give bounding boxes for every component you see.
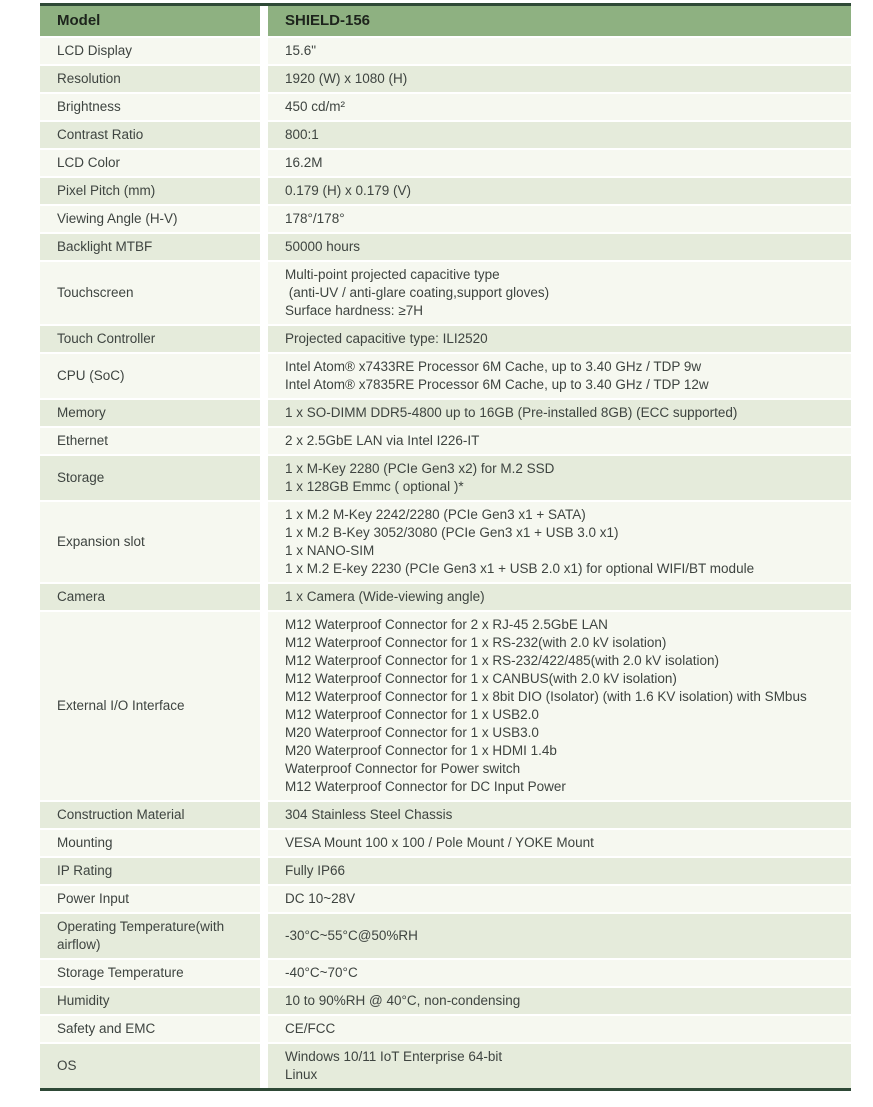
spec-value-line: 800:1 — [285, 127, 319, 142]
spec-value-line: M12 Waterproof Connector for 1 x RS-232/422/485(with 2.0 kV isolation) — [285, 653, 719, 668]
spec-value-cell — [268, 1044, 851, 1088]
spec-row — [40, 830, 851, 856]
spec-row — [40, 456, 851, 500]
spec-label-cell: Brightness — [40, 94, 260, 120]
spec-value-line: 304 Stainless Steel Chassis — [285, 807, 453, 822]
spec-value-line: Projected capacitive type: ILI2520 — [285, 331, 488, 346]
spec-row — [40, 178, 851, 204]
spec-row — [40, 400, 851, 426]
spec-value-line: 1 x M.2 M-Key 2242/2280 (PCIe Gen3 x1 + SATA) — [285, 507, 586, 522]
spec-value-cell — [268, 66, 851, 92]
spec-row — [40, 1044, 851, 1088]
spec-value-line: VESA Mount 100 x 100 / Pole Mount / YOKE Mount — [285, 835, 594, 850]
spec-label-cell: Safety and EMC — [40, 1016, 260, 1042]
spec-row — [40, 66, 851, 92]
spec-label-cell: LCD Color — [40, 150, 260, 176]
spec-value-cell — [268, 354, 851, 398]
spec-label-cell: Storage Temperature — [40, 960, 260, 986]
spec-label-cell: Ethernet — [40, 428, 260, 454]
spec-value-line: M12 Waterproof Connector for 1 x RS-232(with 2.0 kV isolation) — [285, 635, 667, 650]
spec-value-line: Waterproof Connector for Power switch — [285, 761, 521, 776]
spec-value-line: 1 x Camera (Wide-viewing angle) — [285, 589, 485, 604]
spec-value-cell — [268, 502, 851, 582]
spec-label-cell: Contrast Ratio — [40, 122, 260, 148]
spec-value-line: Intel Atom® x7835RE Processor 6M Cache, up to 3.40 GHz / TDP 12w — [285, 377, 709, 392]
spec-value-line: Surface hardness: ≥7H — [285, 303, 423, 318]
spec-label-cell: Camera — [40, 584, 260, 610]
spec-value-line: Fully IP66 — [285, 863, 346, 878]
spec-value-line: M12 Waterproof Connector for DC Input Power — [285, 779, 566, 794]
spec-row — [40, 206, 851, 232]
spec-value-line: 1 x M.2 B-Key 3052/3080 (PCIe Gen3 x1 + USB 3.0 x1) — [285, 525, 619, 540]
spec-value-line: M12 Waterproof Connector for 1 x 8bit DIO (Isolator) (with 1.6 KV isolation) with SMbus — [285, 689, 807, 704]
spec-value-line: Linux — [285, 1067, 318, 1082]
spec-value-cell — [268, 38, 851, 64]
spec-value-cell — [268, 456, 851, 500]
spec-label-cell: Power Input — [40, 886, 260, 912]
spec-row — [40, 428, 851, 454]
spec-value-line: 16.2M — [285, 155, 323, 170]
spec-value-line: 1 x M.2 E-key 2230 (PCIe Gen3 x1 + USB 2.0 x1) for optional WIFI/BT module — [285, 561, 755, 576]
spec-value-cell — [268, 1016, 851, 1042]
spec-value-cell — [268, 178, 851, 204]
spec-value-line: -40°C~70°C — [285, 965, 358, 980]
spec-value-cell — [268, 94, 851, 120]
spec-row — [40, 94, 851, 120]
spec-row — [40, 122, 851, 148]
header-model-cell: Model — [40, 6, 260, 36]
spec-label-cell: Memory — [40, 400, 260, 426]
spec-label-cell: Pixel Pitch (mm) — [40, 178, 260, 204]
spec-value-cell — [268, 428, 851, 454]
spec-value-cell — [268, 400, 851, 426]
spec-value-line: 1920 (W) x 1080 (H) — [285, 71, 408, 86]
spec-row — [40, 988, 851, 1014]
spec-row — [40, 326, 851, 352]
spec-value-line: 0.179 (H) x 0.179 (V) — [285, 183, 412, 198]
spec-value-cell — [268, 802, 851, 828]
spec-table-body — [40, 38, 851, 1088]
spec-row — [40, 262, 851, 324]
spec-value-cell — [268, 960, 851, 986]
spec-label-cell: Touchscreen — [40, 262, 260, 324]
spec-value-line: 15.6" — [285, 43, 317, 58]
spec-value-line: 10 to 90%RH @ 40°C, non-condensing — [285, 993, 521, 1008]
spec-label-cell: Construction Material — [40, 802, 260, 828]
spec-row — [40, 886, 851, 912]
spec-row — [40, 150, 851, 176]
spec-value-cell — [268, 612, 851, 800]
spec-value-line: M20 Waterproof Connector for 1 x USB3.0 — [285, 725, 539, 740]
spec-row — [40, 1016, 851, 1042]
spec-table-header-row — [40, 6, 851, 36]
spec-row — [40, 234, 851, 260]
spec-value-cell — [268, 914, 851, 958]
spec-label-cell: LCD Display — [40, 38, 260, 64]
spec-value-cell — [268, 584, 851, 610]
spec-value-line: M12 Waterproof Connector for 1 x CANBUS(with 2.0 kV isolation) — [285, 671, 677, 686]
spec-value-cell — [268, 988, 851, 1014]
header-model-value-cell: SHIELD-156 — [268, 6, 851, 36]
spec-value-line: M12 Waterproof Connector for 1 x USB2.0 — [285, 707, 539, 722]
spec-row — [40, 802, 851, 828]
spec-value-line: 2 x 2.5GbE LAN via Intel I226-IT — [285, 433, 480, 448]
spec-row — [40, 38, 851, 64]
spec-row — [40, 960, 851, 986]
spec-value-cell — [268, 262, 851, 324]
spec-value-line: (anti-UV / anti-glare coating,support gloves) — [285, 285, 550, 300]
spec-value-line: M20 Waterproof Connector for 1 x HDMI 1.4b — [285, 743, 557, 758]
spec-label-cell: OS — [40, 1044, 260, 1088]
spec-value-cell — [268, 326, 851, 352]
spec-value-line: Intel Atom® x7433RE Processor 6M Cache, up to 3.40 GHz / TDP 9w — [285, 359, 702, 374]
spec-label-cell: Operating Temperature(with airflow) — [40, 914, 260, 958]
spec-value-line: 50000 hours — [285, 239, 361, 254]
spec-row — [40, 354, 851, 398]
spec-value-cell — [268, 206, 851, 232]
spec-row — [40, 502, 851, 582]
spec-value-cell — [268, 886, 851, 912]
spec-row — [40, 584, 851, 610]
spec-value-line: CE/FCC — [285, 1021, 336, 1036]
spec-value-line: Windows 10/11 IoT Enterprise 64-bit — [285, 1049, 503, 1064]
spec-row — [40, 914, 851, 958]
spec-value-line: M12 Waterproof Connector for 2 x RJ-45 2.5GbE LAN — [285, 617, 608, 632]
spec-value-cell — [268, 234, 851, 260]
spec-label-cell: Resolution — [40, 66, 260, 92]
spec-value-line: 1 x NANO-SIM — [285, 543, 375, 558]
spec-value-line: 1 x SO-DIMM DDR5-4800 up to 16GB (Pre-installed 8GB) (ECC supported) — [285, 405, 738, 420]
spec-value-line: 178°/178° — [285, 211, 345, 226]
spec-value-cell — [268, 122, 851, 148]
spec-value-cell — [268, 150, 851, 176]
spec-label-cell: Humidity — [40, 988, 260, 1014]
spec-label-cell: Storage — [40, 456, 260, 500]
bottom-accent-bar — [40, 1088, 851, 1091]
spec-label-cell: External I/O Interface — [40, 612, 260, 800]
spec-value-line: 1 x M-Key 2280 (PCIe Gen3 x2) for M.2 SSD — [285, 461, 555, 476]
spec-value-line: Multi-point projected capacitive type — [285, 267, 500, 282]
spec-table — [40, 3, 851, 1091]
spec-label-cell: Viewing Angle (H-V) — [40, 206, 260, 232]
spec-value-line: DC 10~28V — [285, 891, 356, 906]
spec-value-cell — [268, 830, 851, 856]
spec-row — [40, 612, 851, 800]
spec-label-cell: Backlight MTBF — [40, 234, 260, 260]
spec-label-cell: Touch Controller — [40, 326, 260, 352]
spec-value-cell — [268, 858, 851, 884]
spec-value-line: 1 x 128GB Emmc ( optional )* — [285, 479, 464, 494]
spec-value-line: -30°C~55°C@50%RH — [285, 928, 418, 943]
spec-row — [40, 858, 851, 884]
spec-label-cell: Mounting — [40, 830, 260, 856]
spec-label-cell: CPU (SoC) — [40, 354, 260, 398]
spec-value-line: 450 cd/m² — [285, 99, 346, 114]
spec-label-cell: IP Rating — [40, 858, 260, 884]
spec-label-cell: Expansion slot — [40, 502, 260, 582]
